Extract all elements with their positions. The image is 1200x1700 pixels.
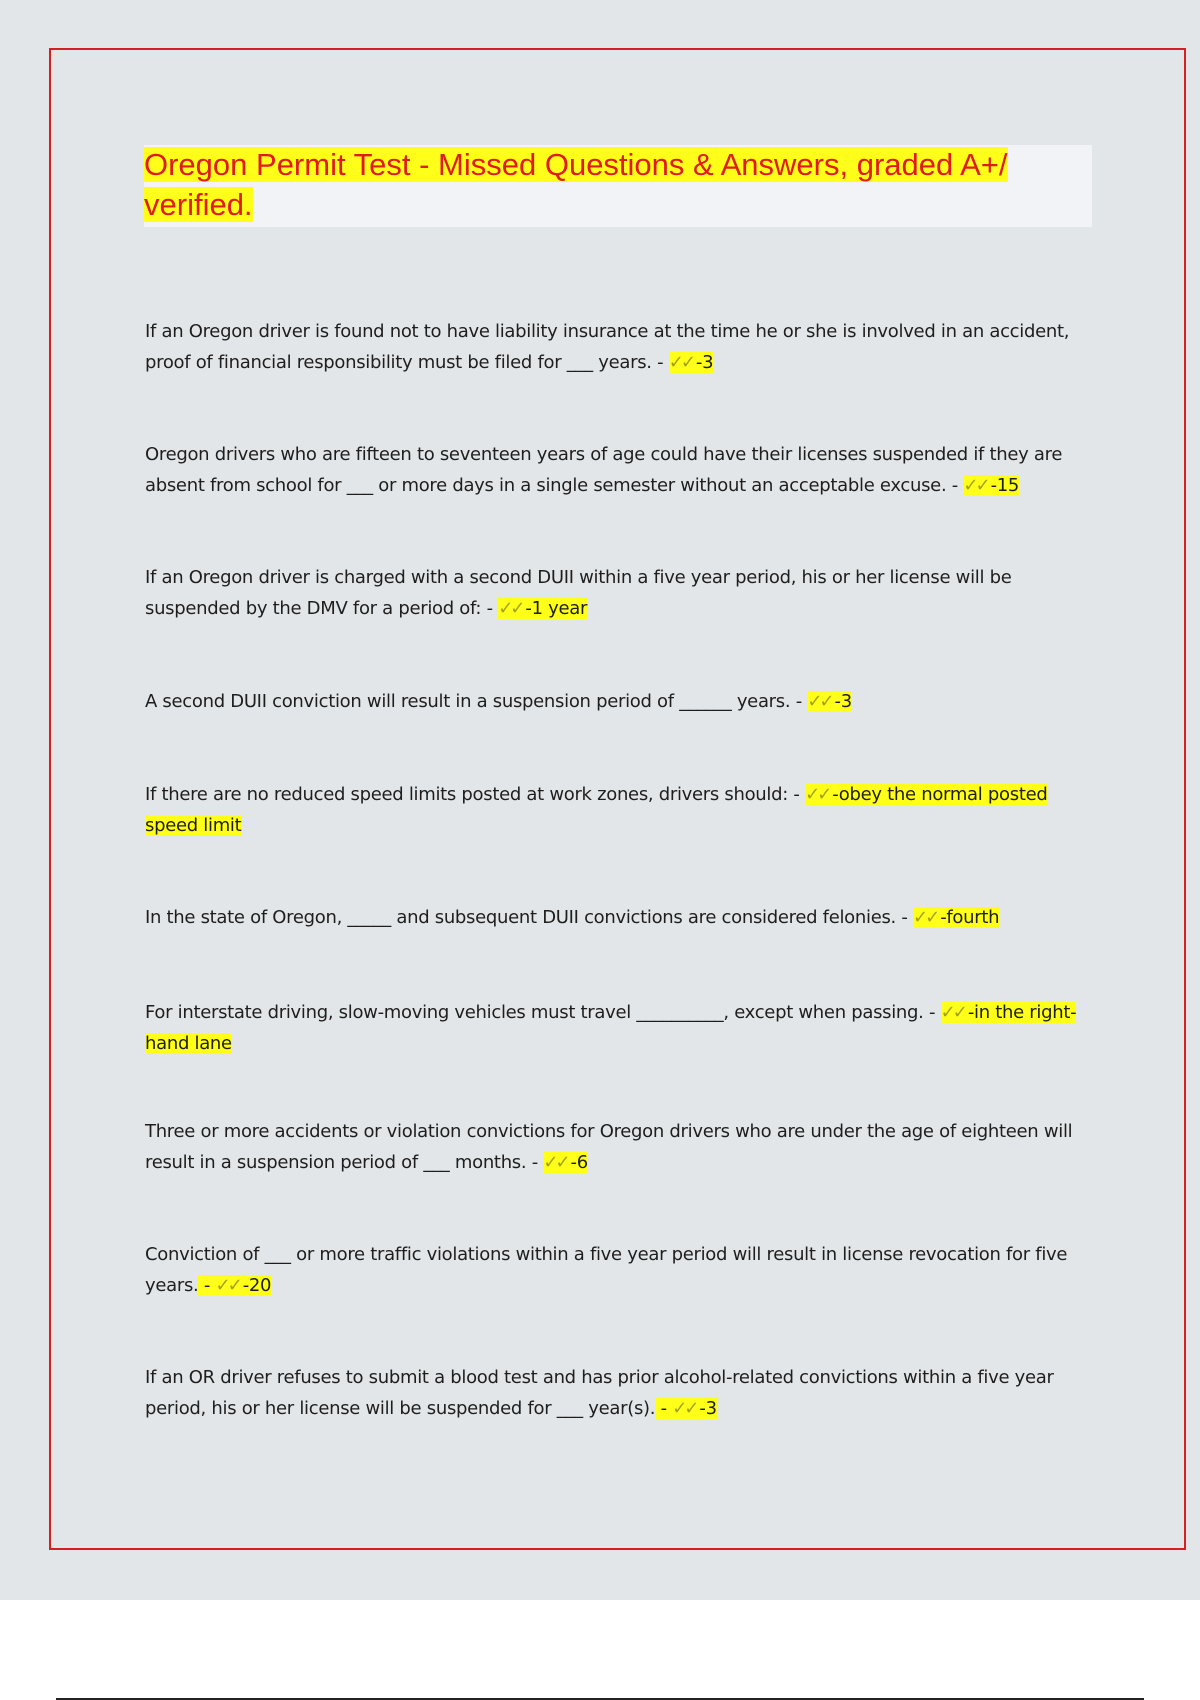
double-check-icon: ✓✓ <box>963 475 988 496</box>
answer-highlight <box>963 475 1019 496</box>
qa-item <box>145 902 1090 933</box>
question-text: If an OR driver refuses to submit a blood test and has prior alcohol-related convictions within a five year period, his or her license will be suspended for ___ year(s). <box>145 1367 1054 1419</box>
answer-text: -3 <box>695 352 714 373</box>
answer-lead: - <box>655 1398 673 1419</box>
question-text: A second DUII conviction will result in a suspension period of ______ years. - <box>145 691 802 712</box>
answer-text: -20 <box>242 1275 272 1296</box>
answer-text: -1 year <box>525 598 588 619</box>
answer-text: -in the right-hand lane <box>145 1002 1077 1054</box>
double-check-icon: ✓✓ <box>672 1398 697 1419</box>
answer-text: -3 <box>834 691 852 712</box>
qa-item <box>145 997 1090 1059</box>
double-check-icon: ✓✓ <box>805 784 830 805</box>
question-text: For interstate driving, slow-moving vehicles must travel __________, except when passing. - <box>145 1002 936 1023</box>
question-text: Conviction of ___ or more traffic violations within a five year period will result in license revocation for five years. <box>145 1244 1068 1296</box>
qa-item <box>145 686 1090 717</box>
qa-item <box>145 316 1090 378</box>
document-title <box>144 145 1092 225</box>
question-text: If an Oregon driver is found not to have liability insurance at the time he or she is involved in an accident, proof of financial responsibility must be filed for ___ years. - <box>145 321 1070 373</box>
question-text: If an Oregon driver is charged with a second DUII within a five year period, his or her license will be suspended by the DMV for a period of: - <box>145 567 1012 619</box>
qa-item <box>145 439 1090 501</box>
double-check-icon: ✓✓ <box>940 1002 965 1023</box>
qa-item <box>145 562 1090 624</box>
question-text: Three or more accidents or violation convictions for Oregon drivers who are under the age of eighteen will result in a suspension period of ___ months. - <box>145 1121 1073 1173</box>
answer-highlight <box>198 1275 271 1296</box>
double-check-icon: ✓✓ <box>668 352 693 373</box>
answer-highlight <box>807 691 852 712</box>
answer-text: -3 <box>699 1398 717 1419</box>
double-check-icon: ✓✓ <box>543 1152 568 1173</box>
answer-highlight <box>913 907 999 928</box>
answer-highlight <box>669 352 714 373</box>
double-check-icon: ✓✓ <box>807 691 832 712</box>
qa-item <box>145 779 1090 841</box>
document-title-text: Oregon Permit Test - Missed Questions & Answers, graded A+/ verified. <box>144 147 1008 222</box>
answer-highlight <box>543 1152 588 1173</box>
answer-text: -15 <box>990 475 1020 496</box>
double-check-icon: ✓✓ <box>913 907 938 928</box>
qa-item <box>145 1362 1090 1424</box>
answer-text: -6 <box>570 1152 588 1173</box>
answer-highlight <box>655 1398 717 1419</box>
title-block <box>144 145 1092 227</box>
qa-item <box>145 1239 1090 1301</box>
qa-item <box>145 1116 1090 1178</box>
answer-highlight <box>498 598 587 619</box>
double-check-icon: ✓✓ <box>498 598 523 619</box>
answer-text: -obey the normal posted speed limit <box>145 784 1048 836</box>
question-text: If there are no reduced speed limits posted at work zones, drivers should: - <box>145 784 800 805</box>
question-text: Oregon drivers who are fifteen to seventeen years of age could have their licenses suspended if they are absent from school for ___ or more days in a single semester without an acceptable excuse. - <box>145 444 1063 496</box>
answer-text: -fourth <box>940 907 1000 928</box>
answer-lead: - <box>198 1275 216 1296</box>
question-text: In the state of Oregon, _____ and subsequent DUII convictions are considered felonies. - <box>145 907 908 928</box>
double-check-icon: ✓✓ <box>215 1275 240 1296</box>
